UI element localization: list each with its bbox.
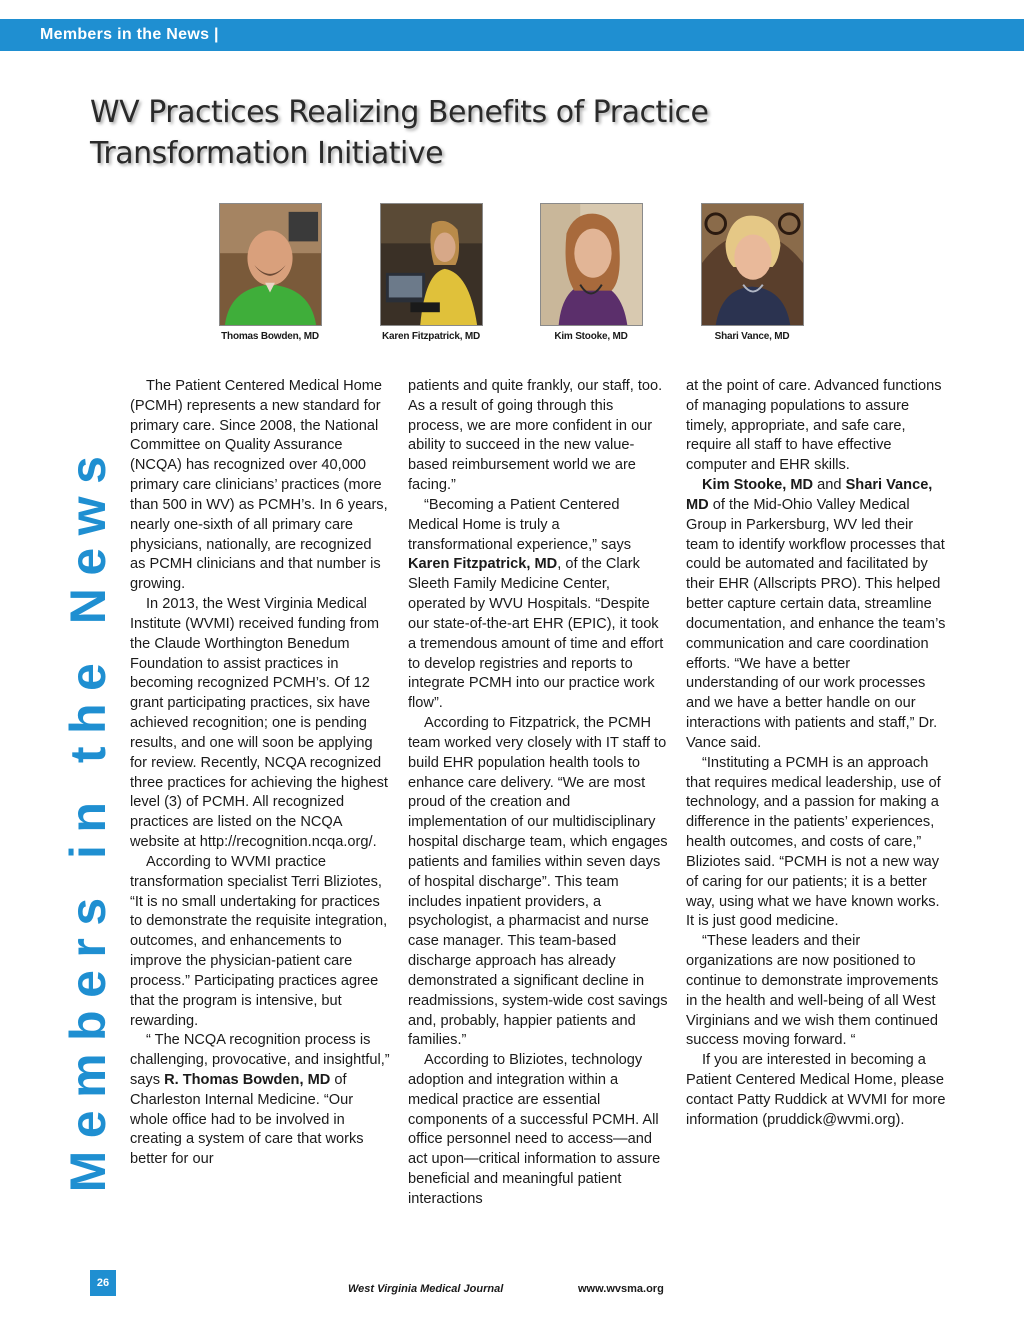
footer-journal-title: West Virginia Medical Journal bbox=[348, 1283, 504, 1295]
bold-name: R. Thomas Bowden, MD bbox=[164, 1071, 331, 1088]
article-column-3 bbox=[686, 377, 946, 1130]
paragraph: If you are interested in becoming a Patient Centered Medical Home, please contact Patty Ruddick at WVMI for more information (pruddick@wvmi.org). bbox=[686, 1052, 946, 1128]
photo-kim-stooke bbox=[540, 203, 643, 326]
photo-karen-fitzpatrick bbox=[380, 203, 483, 326]
photo-shari-vance bbox=[701, 203, 804, 326]
article-column-1 bbox=[130, 377, 390, 1170]
paragraph: According to WVMI practice transformation specialist Terri Bliziotes, “It is no small undertaking for practices to demonstrate the requisite integration, outcomes, and enhancements to improve the physician-patient care process.” Participating practices agree that the program is intensive, but rewarding. bbox=[130, 853, 388, 1029]
photo-caption-kim-stooke: Kim Stooke, MD bbox=[554, 331, 628, 342]
photo-thomas-bowden bbox=[219, 203, 322, 326]
photo-caption-karen-fitzpatrick: Karen Fitzpatrick, MD bbox=[381, 331, 481, 342]
article-title-line2: Transformation Initiative bbox=[90, 136, 444, 171]
section-header-bar bbox=[0, 19, 1024, 51]
paragraph: “Instituting a PCMH is an approach that requires medical leadership, use of technology, and a passion for making a difference in the patients’ experiences, health outcomes, and costs of care,” Bliziotes said. “PCMH is not a new way of caring for our patients; it is a better way, using what we have known works. It is just good medicine. bbox=[686, 754, 941, 930]
paragraph: Kim Stooke, MD and Shari Vance, MD of the Mid-Ohio Valley Medical Group in Parkersburg, WV led their team to identify workflow processes that could be automated and facilitated by their EHR (Allscripts PRO). This helped better capture certain data, streamline documentation, and enhance the team’s communication and care coordination efforts. “We have a better understanding of our work processes and we have a better handle on our interactions with patients and staff,” Dr. Vance said. bbox=[686, 477, 946, 751]
paragraph: According to Fitzpatrick, the PCMH team worked very closely with IT staff to build EHR population health tools to enhance care delivery. “We are most proud of the creation and implementation of our multidisciplinary hospital discharge team, which engages patients and families within seven days of hospital discharge”. This team includes inpatient providers, a psychologist, a pharmacist and nurse case manager. This team-based discharge approach has already demonstrated a significant decline in readmissions, system-wide cost savings and, probably, happier patients and families.” bbox=[408, 715, 668, 1049]
paragraph: “Becoming a Patient Centered Medical Home is truly a transformational experience,” says Karen Fitzpatrick, MD, of the Clark Sleeth Family Medicine Center, operated by WVU Hospitals. “Despite our state-of-the-art EHR (EPIC), it took a tremendous amount of time and effort to develop registries and reports to integrate PCMH into our practice work flow”. bbox=[408, 496, 664, 712]
paragraph: patients and quite frankly, our staff, too. As a result of going through this process, we are more confident in our ability to succeed in the new value-based reimbursement world we are facing.” bbox=[408, 378, 663, 494]
bold-name: Shari Vance, MD bbox=[686, 477, 933, 513]
bold-name: Karen Fitzpatrick, MD bbox=[408, 556, 558, 573]
paragraph: In 2013, the West Virginia Medical Institute (WVMI) received funding from the Claude Worthington Benedum Foundation to assist practices in becoming recognized PCMH’s. Of 12 grant participating practices, six have achieved recognition; one is pending results, and one will soon be applying for review. Recently, NCQA recognized three practices for achieving the highest level (3) of PCMH. All recognized practices are listed on the NCQA website at http://recognition.ncqa.org/. bbox=[130, 596, 388, 851]
paragraph: The Patient Centered Medical Home (PCMH) represents a new standard for primary care. Since 2008, the National Committee on Quality Assurance (NCQA) has recognized over 40,000 primary care clinicians’ practices (more than 500 in WV) as PCMH’s. In 6 years, nearly one-sixth of all primary care physicians, nationally, are recognized as PCMH clinicians and that number is growing. bbox=[130, 378, 388, 593]
section-label: Members in the News | bbox=[40, 26, 219, 43]
article-title bbox=[90, 92, 790, 174]
footer-website: www.wvsma.org bbox=[578, 1283, 664, 1295]
article-column-2 bbox=[408, 377, 668, 1210]
paragraph: “These leaders and their organizations are now positioned to continue to demonstrate improvements in the health and well-being of all West Virginians and we wish them continued success moving forward. “ bbox=[686, 933, 939, 1049]
photo-caption-thomas-bowden: Thomas Bowden, MD bbox=[221, 331, 319, 342]
paragraph: According to Bliziotes, technology adoption and integration within a medical practice are essential components of a successful PCMH. All office personnel need to access—and act upon—critical information to assure beneficial and meaningful patient interactions bbox=[408, 1052, 661, 1207]
paragraph: “ The NCQA recognition process is challenging, provocative, and insightful,” says R. Thomas Bowden, MD of Charleston Internal Medicine. “Our whole office had to be involved in creating a system of care that works better for our bbox=[130, 1032, 390, 1168]
article-title-line1: WV Practices Realizing Benefits of Practice bbox=[90, 95, 709, 130]
bold-name: Kim Stooke, MD bbox=[702, 477, 814, 494]
paragraph: at the point of care. Advanced functions of managing populations to assure timely, appropriate, and safe care, require all staff to have effective computer and EHR skills. bbox=[686, 378, 942, 474]
vertical-section-label: Members in the News bbox=[60, 443, 116, 1193]
page-number-badge: 26 bbox=[90, 1270, 116, 1296]
photo-caption-shari-vance: Shari Vance, MD bbox=[714, 331, 790, 342]
